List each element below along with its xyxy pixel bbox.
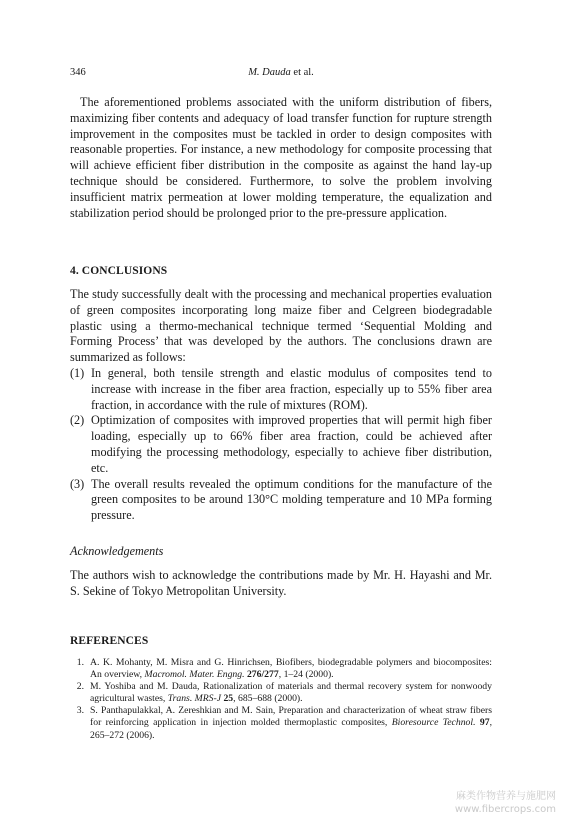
reference-volume-1: 276/277: [244, 669, 279, 681]
conclusion-text-2: Optimization of composites with improved properties that will permit high fiber loading, especially up to 66% fiber area fraction, could be achieved after modifying the processing methodology, especially to achieve fiber distribution, etc.: [91, 413, 492, 475]
reference-journal-1: Macromol. Mater. Engng.: [144, 669, 245, 681]
references-section: [70, 635, 492, 742]
conclusions-heading: 4. CONCLUSIONS: [70, 265, 168, 277]
running-authors: M. Dauda: [248, 67, 291, 78]
acknowledgements-heading: Acknowledgements: [70, 544, 164, 558]
references-list: [70, 657, 492, 742]
watermark-line-1: 麻类作物营养与施肥网: [456, 791, 556, 802]
reference-rest-3: , 265–272 (2006).: [90, 717, 492, 741]
conclusion-item-1: [70, 366, 492, 413]
conclusions-lead: The study successfully dealt with the processing and mechanical properties evaluation of green composites incorporating long maize fiber and Celgreen biodegradable plastic using a thermo-mechanical technique termed ‘Sequential Molding and Forming Process’ that was developed by the authors. The conclusions drawn are summarized as follows:: [70, 287, 492, 365]
reference-item-2: [70, 681, 492, 705]
conclusion-mark-3: (3): [70, 476, 85, 491]
reference-authors-1: A. K. Mohanty, M. Misra and G. Hinrichsen, Biofibers, biodegradable polymers and biocomposites: An overview,: [90, 657, 492, 681]
conclusion-mark-2: (2): [70, 413, 85, 428]
reference-authors-3: S. Panthapulakkal, A. Zereshkian and M. Sain, Preparation and characterization of wheat straw fibers for reinforcing application in injection molded thermoplastic composites,: [90, 705, 492, 729]
reference-volume-2: 25: [221, 693, 234, 705]
reference-journal-3: Bioresource Technol.: [391, 717, 476, 729]
page-number: 346: [70, 67, 86, 78]
conclusions-section: [70, 265, 492, 524]
reference-authors-2: M. Yoshiba and M. Dauda, Rationalization of materials and thermal recovery system for nonwoody agricultural wastes,: [90, 681, 492, 705]
running-etal: et al.: [290, 67, 314, 78]
acknowledgements-text: The authors wish to acknowledge the contributions made by Mr. H. Hayashi and Mr. S. Sekine of Tokyo Metropolitan University.: [70, 568, 492, 598]
acknowledgements-section: [70, 544, 492, 600]
intro-block: [70, 95, 492, 221]
reference-number-1: 1.: [76, 657, 84, 668]
running-header: [70, 67, 492, 81]
conclusion-text-3: The overall results revealed the optimum conditions for the manufacture of the green composites to be around 130°C molding temperature and 10 MPa forming pressure.: [91, 476, 492, 523]
reference-item-3: [70, 705, 492, 741]
reference-rest-2: , 685–688 (2000).: [233, 693, 303, 705]
conclusion-item-3: [70, 477, 492, 524]
reference-item-1: [70, 657, 492, 681]
reference-journal-2: Trans. MRS-J: [167, 693, 222, 705]
watermark-line-2: www.fibercrops.com: [454, 804, 556, 815]
conclusions-list: [70, 366, 492, 524]
reference-number-2: 2.: [76, 681, 84, 693]
reference-rest-1: , 1–24 (2000).: [278, 669, 334, 681]
references-heading: REFERENCES: [70, 635, 149, 647]
intro-paragraph: The aforementioned problems associated with the uniform distribution of fibers, maximizing fiber contents and adequacy of load transfer function for rupture strength improvement in the composites must be tackled in order to design composites with reasonable properties. For instance, a new methodology for composite processing that will achieve efficient fiber distribution in the composite as against the hand lay-up technique should be considered. Furthermore, to solve the problem involving insufficient matrix permeation at lower molding temperature, the equalization and stabilization period should be prolonged prior to the pre-pressure application.: [70, 95, 492, 220]
reference-volume-3: 97: [475, 717, 490, 729]
site-watermark: [455, 790, 556, 816]
running-title: [70, 67, 492, 78]
conclusion-mark-1: (1): [70, 365, 85, 380]
reference-number-3: 3.: [76, 705, 84, 717]
conclusion-text-1: In general, both tensile strength and elastic modulus of composites tend to increase with increase in the fiber area fraction, especially up to 55% fiber area fraction, in accordance with the rule of mixtures (ROM).: [91, 365, 492, 412]
conclusion-item-2: [70, 413, 492, 476]
